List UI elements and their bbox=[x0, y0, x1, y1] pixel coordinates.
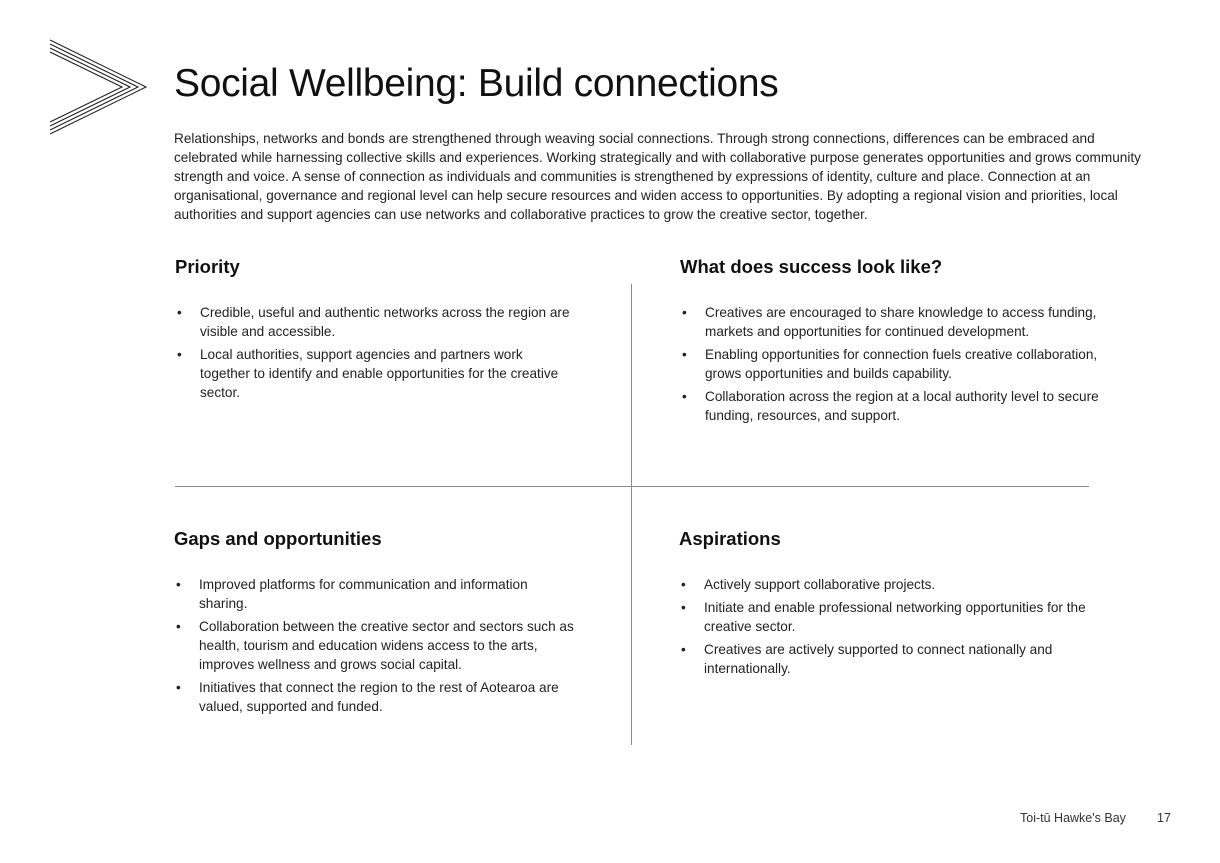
bullet-icon: • bbox=[681, 577, 686, 592]
gaps-section bbox=[174, 528, 574, 720]
list-item: • Initiatives that connect the region to the rest of Aotearoa are valued, supported and funded. bbox=[176, 680, 559, 714]
bullet-icon: • bbox=[176, 619, 181, 634]
aspirations-heading: Aspirations bbox=[679, 528, 781, 549]
list-item: • Collaboration between the creative sector and sectors such as health, tourism and education widens access to the arts, improves wellness and grows social capital. bbox=[176, 619, 574, 672]
page-number: 17 bbox=[1157, 811, 1171, 825]
list-item: • Enabling opportunities for connection fuels creative collaboration, grows opportunities and builds capability. bbox=[682, 347, 1098, 381]
page-title: Social Wellbeing: Build connections bbox=[174, 62, 779, 105]
priority-heading: Priority bbox=[175, 256, 240, 277]
bullet-icon: • bbox=[682, 347, 687, 362]
list-item: • Improved platforms for communication and information sharing. bbox=[176, 577, 528, 611]
priority-list bbox=[175, 303, 570, 402]
vertical-divider bbox=[631, 284, 632, 745]
aspirations-list bbox=[679, 575, 1089, 678]
success-list bbox=[680, 303, 1100, 425]
horizontal-divider bbox=[175, 486, 1089, 487]
priority-section bbox=[175, 256, 570, 406]
bullet-icon: • bbox=[681, 642, 686, 657]
aspirations-section bbox=[679, 528, 1089, 682]
list-item: • Collaboration across the region at a local authority level to secure funding, resources, and support. bbox=[682, 389, 1099, 423]
intro-paragraph: Relationships, networks and bonds are strengthened through weaving social connections. Through strong connections, differences can be embraced and celebrated while harnessing collective skills and experiences. Working strategically and with collaborative purpose generates opportunities and grows community strength and voice. A sense of connection as individuals and communities is strengthened by expressions of identity, culture and place. Connection at an organisational, governance and regional level can help secure resources and widen access to opportunities. By adopting a regional vision and priorities, local authorities and support agencies can use networks and collaborative practices to grow the creative sector, together. bbox=[174, 131, 1141, 222]
success-section bbox=[680, 256, 1100, 429]
bullet-icon: • bbox=[682, 389, 687, 404]
list-item: • Local authorities, support agencies and partners work together to identify and enable opportunities for the creative sector. bbox=[177, 347, 559, 400]
bullet-icon: • bbox=[177, 305, 182, 320]
bullet-icon: • bbox=[176, 577, 181, 592]
bullet-icon: • bbox=[177, 347, 182, 362]
list-item: • Actively support collaborative projects. bbox=[681, 577, 936, 592]
bullet-icon: • bbox=[681, 600, 686, 615]
gaps-list bbox=[174, 575, 574, 716]
bullet-icon: • bbox=[682, 305, 687, 320]
chevron-lines-icon bbox=[48, 38, 148, 138]
list-item: • Initiate and enable professional networking opportunities for the creative sector. bbox=[681, 600, 1086, 634]
list-item: • Creatives are encouraged to share knowledge to access funding, markets and opportunities for continued development. bbox=[682, 305, 1097, 339]
list-item: • Credible, useful and authentic networks across the region are visible and accessible. bbox=[177, 305, 570, 339]
list-item: • Creatives are actively supported to connect nationally and internationally. bbox=[681, 642, 1053, 676]
success-heading: What does success look like? bbox=[680, 256, 943, 277]
bullet-icon: • bbox=[176, 680, 181, 695]
footer-brand: Toi-tū Hawke's Bay bbox=[1020, 811, 1126, 825]
gaps-heading: Gaps and opportunities bbox=[174, 528, 382, 549]
